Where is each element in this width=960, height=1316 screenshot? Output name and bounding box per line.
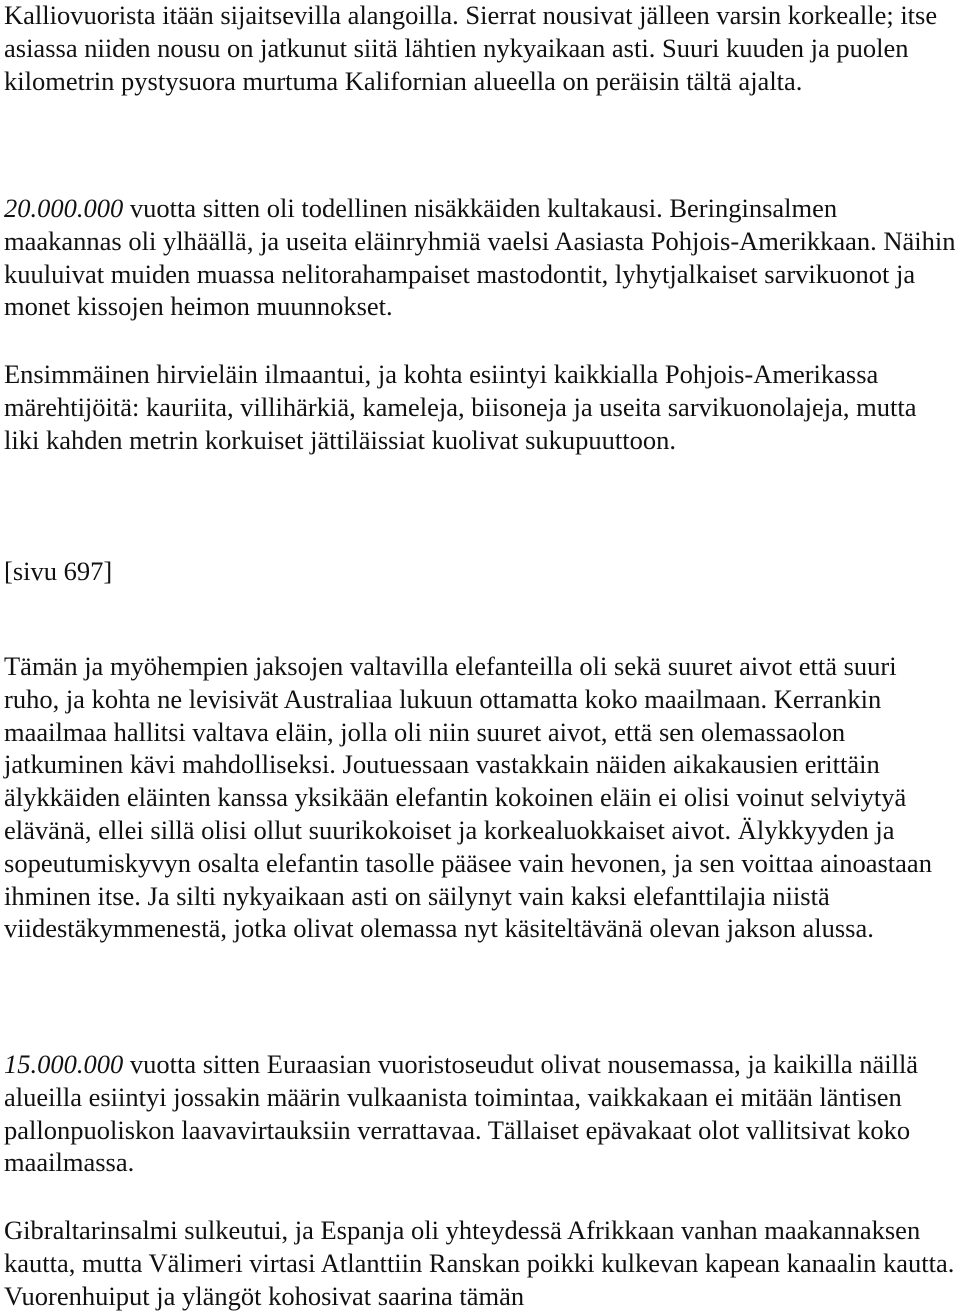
page-reference: [sivu 697] xyxy=(4,556,113,586)
paragraph-deer-ruminants: Ensimmäinen hirvieläin ilmaantui, ja kohta esiintyi kaikkialla Pohjois-Amerikassa märehtijöitä: kauriita, villihärkiä, kameleja, biisoneja ja useita sarvikuonolajeja, mutta liki kahden metrin korkuiset jättiläissiat kuolivat sukupuuttoon. xyxy=(4,359,917,455)
paragraph-eurasian-mountains-text: vuotta sitten Euraasian vuoristoseudut olivat nousemassa, ja kaikilla näillä alueilla esiintyi jossakin määrin vulkaanista toimintaa, vaikkakaan ei mitään läntisen pallonpuoliskon laavavirtauksiin verrattavaa. Tällaiset epävakaat olot vallitsivat koko maailmassa. xyxy=(4,1049,919,1178)
paragraph-mammal-golden-age xyxy=(4,192,956,323)
paragraph-eurasian-mountains xyxy=(4,1048,956,1179)
paragraph-sierra-uplift: Kalliovuorista itään sijaitsevilla alangoilla. Sierrat nousivat jälleen varsin korkealle; itse asiassa niiden nousu on jatkunut siitä lähtien nykyaikaan asti. Suuri kuuden ja puolen kilometrin pystysuora murtuma Kalifornian alueella on peräisin tältä ajalta. xyxy=(4,0,938,96)
paragraph-mammal-golden-age-text: vuotta sitten oli todellinen nisäkkäiden kultakausi. Beringinsalmen maakannas oli ylhäällä, ja useita eläinryhmiä vaelsi Aasiasta Pohjois-Amerikkaan. Näihin kuuluivat muiden muassa nelitorahampaiset mastodontit, lyhytjalkaiset sarvikuonot ja monet kissojen heimon muunnokset. xyxy=(4,193,956,322)
date-20-million: 20.000.000 xyxy=(4,193,124,223)
date-15-million: 15.000.000 xyxy=(4,1049,124,1079)
paragraph-elephants: Tämän ja myöhempien jaksojen valtavilla elefanteilla oli sekä suuret aivot että suuri ruho, ja kohta ne levisivät Australiaa lukuun ottamatta koko maailmaan. Kerrankin maailmaa hallitsi valtava eläin, jolla oli niin suuret aivot, että sen olemassaolon jatkuminen kävi mahdolliseksi. Joutuessaan vastakkain näiden aikakausien erittäin älykkäiden eläinten kanssa yksikään elefantin kokoinen eläin ei olisi voinut selviytyä elävänä, ellei sillä olisi ollut suurikokoiset ja korkealuokkaiset aivot. Älykkyyden ja sopeutumiskyvyn osalta elefantin tasolle pääsee vain hevonen, ja sen voittaa ainoastaan ihminen itse. Ja silti nykyaikaan asti on säilynyt vain kaksi elefanttilajia niistä viidestäkymmenestä, jotka olivat olemassa nyt käsiteltävänä olevan jakson alussa. xyxy=(4,651,932,944)
paragraph-gibraltar: Gibraltarinsalmi sulkeutui, ja Espanja oli yhteydessä Afrikkaan vanhan maakannaksen kautta, mutta Välimeri virtasi Atlanttiin Ranskan poikki kulkevan kapean kanaalin kautta. Vuorenhuiput ja ylängöt kohosivat saarina tämän xyxy=(4,1215,955,1311)
